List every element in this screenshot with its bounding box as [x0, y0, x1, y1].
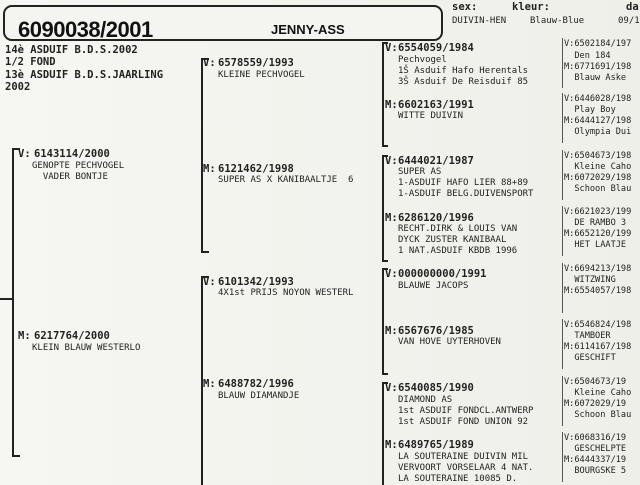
gen4-divider	[562, 319, 563, 369]
gen3-ring: 6567676/1985	[398, 325, 474, 337]
gen3-ring: 6540085/1990	[398, 382, 474, 394]
gen1-sire-line: GENOPTE PECHVOGEL	[32, 161, 125, 171]
gen3-line: 1-ASDUIF HAFO LIER 88+89	[398, 178, 529, 188]
gen4-row: V:6446028/198	[564, 94, 632, 104]
gen4-row: HET LAATJE	[564, 240, 627, 250]
gen2-bracket-upper	[201, 58, 203, 252]
gen4-row: V:6504673/198	[564, 151, 632, 161]
gen4-row: Schoon Blau	[564, 184, 632, 194]
gen3-tag: M:	[385, 212, 398, 224]
gen3-ring: 6286120/1996	[398, 212, 474, 224]
gen3-bracket	[382, 155, 384, 261]
connector-line	[0, 298, 12, 300]
header-box	[3, 5, 443, 41]
gen4-divider	[562, 263, 563, 313]
gen2-dam-tag: M:	[203, 163, 216, 175]
gen3-line: VAN HOVE UYTERHOVEN	[398, 337, 501, 347]
gen4-row: DE RAMBO 3	[564, 218, 627, 228]
gen4-divider	[562, 93, 563, 143]
gen3-line: Pechvogel	[398, 55, 447, 65]
gen3-line: RECHT.DIRK & LOUIS VAN	[398, 224, 518, 234]
gen3-tag: M:	[385, 99, 398, 111]
gen4-row: TAMBOER	[564, 331, 611, 341]
gen4-divider	[562, 150, 563, 200]
gen4-row: V:6068316/19	[564, 433, 627, 443]
gen3-tag: M:	[385, 325, 398, 337]
gen3-line: 1st ASDUIF FONDCL.ANTWERP	[398, 406, 534, 416]
date-value: 09/1	[618, 16, 640, 26]
gen3-bracket	[382, 42, 384, 146]
gen4-divider	[562, 206, 563, 256]
gen1-sire-tag: V:	[18, 148, 31, 160]
achievement-line: 1/2 FOND	[5, 56, 56, 68]
gen2-ring: 6488782/1996	[218, 378, 294, 390]
ring-number: 6090038/2001	[18, 17, 153, 42]
gen4-row: V:6621023/199	[564, 207, 632, 217]
gen4-divider	[562, 376, 563, 426]
gen3-line: SUPER AS	[398, 167, 442, 177]
connector-line	[382, 145, 388, 147]
gen3-line: WITTE DUIVIN	[398, 111, 464, 121]
pigeon-name: JENNY-ASS	[271, 22, 345, 37]
gen4-row: Den 184	[564, 51, 611, 61]
gen4-row: Play Boy	[564, 105, 616, 115]
connector-line	[201, 251, 209, 253]
gen2-line: BLAUW DIAMANDJE	[218, 391, 300, 401]
gen3-bracket	[382, 268, 384, 374]
achievement-line: 14è ASDUIF B.D.S.2002	[5, 44, 138, 56]
gen1-dam-line: KLEIN BLAUW WESTERLO	[32, 343, 141, 353]
gen3-line: 3Š Asduif De Reisduif 85	[398, 77, 529, 87]
gen3-ring: 6554059/1984	[398, 42, 474, 54]
connector-line	[382, 373, 388, 375]
gen3-line: 1Š Asduif Hafo Herentals	[398, 66, 529, 76]
gen4-row: M:6444337/19	[564, 455, 627, 465]
gen3-ring: 6489765/1989	[398, 439, 474, 451]
connector-line	[382, 260, 388, 262]
gen4-row: V:6546824/198	[564, 320, 632, 330]
gen2-ring: 6578559/1993	[218, 57, 294, 69]
gen2-ring: 6121462/1998	[218, 163, 294, 175]
gen4-row: Kleine Caho	[564, 388, 632, 398]
gen4-row: Kleine Caho	[564, 162, 632, 172]
gen2-sire-tag: V:	[203, 276, 216, 288]
gen4-row: GESCHELPTE	[564, 444, 627, 454]
gen3-line: 1-ASDUIF BELG.DUIVENSPORT	[398, 189, 534, 199]
gen4-row: M:6072029/19	[564, 399, 627, 409]
gen3-tag: V:	[385, 42, 398, 54]
gen3-bracket	[382, 382, 384, 485]
achievement-line: 13è ASDUIF B.D.S.JAARLING	[5, 69, 164, 81]
color-value: Blauw-Blue	[530, 16, 585, 26]
gen1-dam-ring: 6217764/2000	[34, 330, 110, 342]
gen4-row: V:6694213/198	[564, 264, 632, 274]
gen2-ring: 6101342/1993	[218, 276, 294, 288]
gen2-dam-tag: M:	[203, 378, 216, 390]
gen4-row: GESCHIFT	[564, 353, 616, 363]
gen4-row: Blauw Aske	[564, 73, 627, 83]
gen2-line: KLEINE PECHVOGEL	[218, 70, 305, 80]
gen4-row: M:6114167/198	[564, 342, 632, 352]
achievement-line: 2002	[5, 81, 31, 93]
gen3-line: VERVOORT VORSELAAR 4 NAT.	[398, 463, 534, 473]
gen4-divider	[562, 432, 563, 482]
gen3-line: BLAUWE JACOPS	[398, 281, 469, 291]
gen1-dam-tag: M:	[18, 330, 31, 342]
gen3-ring: 000000000/1991	[398, 268, 487, 280]
date-label: da	[626, 1, 639, 13]
gen4-row: M:6072029/198	[564, 173, 632, 183]
color-label: kleur:	[512, 1, 550, 13]
sex-value: DUIVIN-HEN	[452, 16, 507, 26]
gen3-line: DYCK ZUSTER KANIBAAL	[398, 235, 507, 245]
gen4-row: WITZWING	[564, 275, 616, 285]
gen3-tag: V:	[385, 268, 398, 280]
gen3-line: 1 NAT.ASDUIF KBDB 1996	[398, 246, 518, 256]
connector-line	[12, 455, 20, 457]
gen3-tag: V:	[385, 155, 398, 167]
gen3-tag: V:	[385, 382, 398, 394]
gen4-row: M:6652120/199	[564, 229, 632, 239]
gen3-ring: 6602163/1991	[398, 99, 474, 111]
gen2-line: SUPER AS X KANIBAALTJE 6	[218, 175, 354, 185]
gen1-sire-ring: 6143114/2000	[34, 148, 110, 160]
sex-label: sex:	[452, 1, 478, 13]
gen2-sire-tag: V:	[203, 57, 216, 69]
gen4-divider	[562, 38, 563, 88]
gen3-ring: 6444021/1987	[398, 155, 474, 167]
gen1-sire-line: VADER BONTJE	[32, 172, 108, 182]
gen4-row: M:6771691/198	[564, 62, 632, 72]
gen4-row: Olympia Dui	[564, 127, 632, 137]
gen1-bracket	[12, 148, 14, 456]
gen4-row: BOURGSKE 5	[564, 466, 627, 476]
gen3-line: 1st ASDUIF FOND UNION 92	[398, 417, 529, 427]
gen2-line: 4X1st PRIJS NOYON WESTERL	[218, 288, 354, 298]
gen4-row: M:6444127/198	[564, 116, 632, 126]
gen4-row: V:6504673/19	[564, 377, 627, 387]
gen4-row: M:6554057/198	[564, 286, 632, 296]
gen4-row: V:6502184/197	[564, 39, 632, 49]
gen3-line: LA SOUTERAINE DUIVIN MIL	[398, 452, 529, 462]
gen3-tag: M:	[385, 439, 398, 451]
gen3-line: LA SOUTERAINE 10085 D.	[398, 474, 518, 484]
gen3-line: DIAMOND AS	[398, 395, 453, 405]
gen4-row: Schoon Blau	[564, 410, 632, 420]
